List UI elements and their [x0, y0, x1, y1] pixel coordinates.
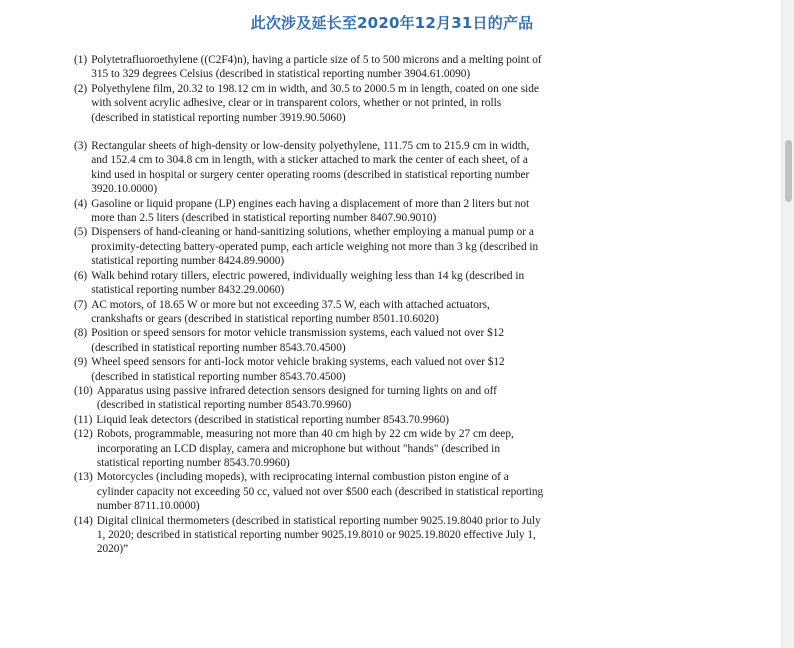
- item-number: (8): [74, 327, 88, 340]
- item-number: (1): [74, 54, 88, 66]
- list-item: [74, 82, 544, 125]
- item-number: (14): [74, 514, 93, 527]
- list-item: [74, 269, 544, 298]
- item-text: Apparatus using passive infrared detection sensors designed for turning lights on and off (described in statistical reporting number 8543.70.9960): [96, 384, 497, 412]
- item-text: Liquid leak detectors (described in statistical reporting number 8543.70.9960): [96, 413, 450, 426]
- scrollbar-thumb[interactable]: [785, 140, 792, 202]
- list-item: [74, 384, 544, 413]
- list-item: [74, 225, 544, 268]
- item-text: Walk behind rotary tillers, electric powered, individually weighing less than 14 kg (described in statistical reporting number 8432.29.0060): [91, 269, 525, 297]
- item-number: (3): [74, 140, 88, 153]
- item-text: Robots, programmable, measuring not more than 40 cm high by 22 cm wide by 27 cm deep, incorporating an LCD display, camera and microphone but without "hands" (described in statistical reporting number 8543.70.9960): [96, 428, 514, 469]
- item-number: (9): [74, 356, 88, 369]
- list-item: [74, 514, 544, 557]
- item-text: Gasoline or liquid propane (LP) engines each having a displacement of more than 2 liters but not more than 2.5 liters (described in statistical reporting number 8407.90.9010): [91, 197, 530, 225]
- item-number: (7): [74, 298, 88, 311]
- page-title: 此次涉及延长至2020年12月31日的产品: [250, 14, 534, 32]
- item-text: Rectangular sheets of high-density or low-density polyethylene, 111.75 cm to 215.9 cm in width, and 152.4 cm to 304.8 cm in length, with a sticker attached to mark the center of each sheet, of a kind used in hospital or surgery center operating rooms (described in statistical reporting number 3920.10.0000): [91, 140, 530, 196]
- item-text: Motorcycles (including mopeds), with reciprocating internal combustion piston engine of a cylinder capacity not exceeding 50 cc, valued not over $500 each (described in statistical reporting number 8711.10.0000): [96, 471, 544, 513]
- list-item: [74, 470, 544, 513]
- item-number: (5): [74, 226, 88, 239]
- list-item: [74, 139, 544, 197]
- item-text: Dispensers of hand-cleaning or hand-sanitizing solutions, whether employing a manual pump or a proximity-detecting battery-operated pump, each article weighing not more than 3 kg (described in statistical reporting number 8424.89.9000): [91, 226, 539, 268]
- item-number: (4): [74, 197, 88, 210]
- item-number: (13): [74, 471, 93, 484]
- item-number: (2): [74, 82, 88, 95]
- item-number: (10): [74, 384, 93, 397]
- item-text: Digital clinical thermometers (described in statistical reporting number 9025.19.8040 prior to July 1, 2020; described in statistical reporting number 9025.19.8010 or 9025.19.8020 effective July 1, 2020)”: [96, 514, 541, 556]
- list-item: [74, 413, 544, 427]
- item-text: Position or speed sensors for motor vehicle transmission systems, each valued not over $12 (described in statistical reporting number 8543.70.4500): [91, 327, 505, 354]
- item-text: Polyethylene film, 20.32 to 198.12 cm in width, and 30.5 to 2000.5 m in length, coated on one side with solvent acrylic adhesive, clear or in transparent colors, whether or not printed, in rolls (described in statistical reporting number 3919.90.5060): [91, 82, 539, 124]
- item-number: (6): [74, 269, 88, 282]
- item-number: (12): [74, 428, 93, 441]
- item-text: Wheel speed sensors for anti-lock motor vehicle braking systems, each valued not over $12 (described in statistical reporting number 8543.70.4500): [91, 356, 505, 383]
- vertical-scrollbar[interactable]: [781, 0, 794, 648]
- section-gap: [74, 125, 544, 139]
- list-item: [74, 53, 544, 82]
- list-item: [74, 326, 544, 355]
- document-body: [74, 53, 544, 557]
- item-text: Polytetrafluoroethylene ((C2F4)n), having a particle size of 5 to 500 microns and a melting point of 315 to 329 degrees Celsius (described in statistical reporting number 3904.61.0090): [91, 54, 542, 81]
- list-item: [74, 355, 544, 384]
- list-item: [74, 427, 544, 470]
- list-item: [74, 298, 544, 327]
- item-text: AC motors, of 18.65 W or more but not exceeding 37.5 W, each with attached actuators, crankshafts or gears (described in statistical reporting number 8501.10.6020): [91, 298, 490, 325]
- list-item: [74, 197, 544, 226]
- item-number: (11): [74, 413, 93, 426]
